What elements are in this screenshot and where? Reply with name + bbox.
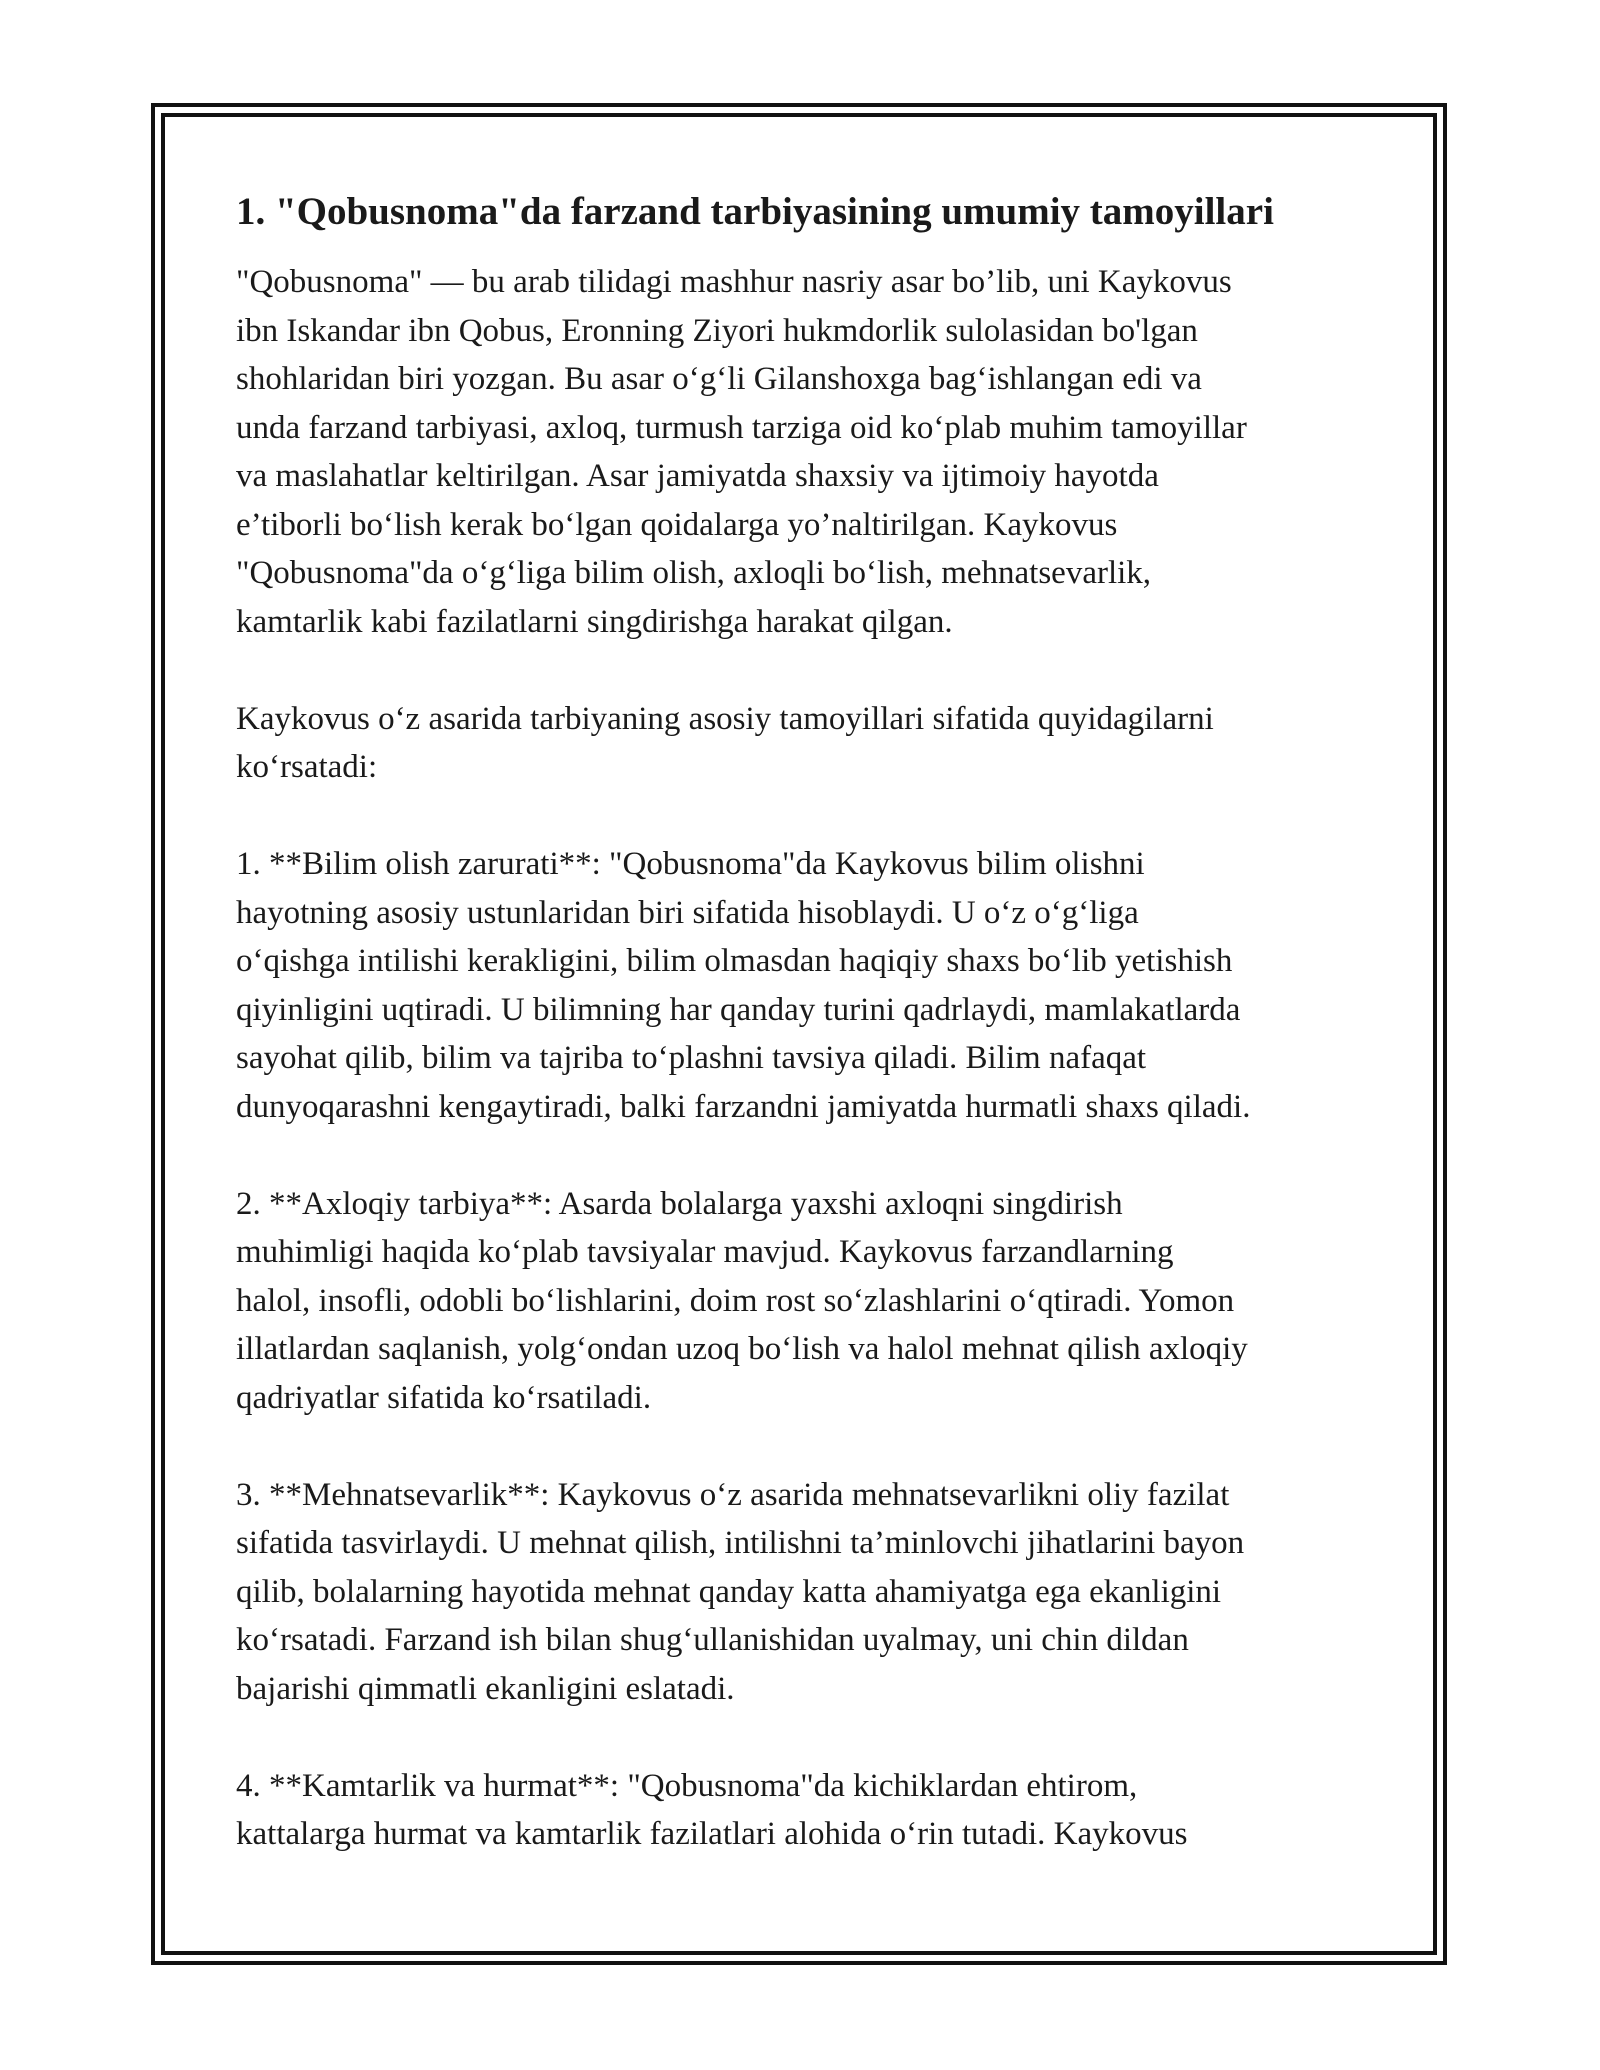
paragraph-diligence: 3. **Mehnatsevarlik**: Kaykovus o‘z asarida mehnatsevarlikni oliy fazilat sifatida tasvirlaydi. U mehnat qilish, intilishni ta’minlovchi jihatlarini bayon qilib, bolalarning hayotida mehnat qanday katta ahamiyatga ega ekanligini ko‘rsatadi. Farzand ish bilan shug‘ullanishidan uyalmay, uni chin dildan bajarishi qimmatli ekanligini eslatadi.	[236, 1476, 1245, 1707]
document-body	[236, 186, 1376, 1907]
paragraph-principles-intro: Kaykovus o‘z asarida tarbiyaning asosiy tamoyillari sifatida quyidagilarni ko‘rsatadi:	[236, 700, 1214, 785]
paragraph-intro: "Qobusnoma" — bu arab tilidagi mashhur nasriy asar bo’lib, uni Kaykovus ibn Iskandar ibn Qobus, Eronning Ziyori hukmdorlik sulolasidan bo'lgan shohlaridan biri yozgan. Bu asar o‘g‘li Gilanshoxga bag‘ishlangan edi va unda farzand tarbiyasi, axloq, turmush tarziga oid ko‘plab muhim tamoyillar va maslahatlar keltirilgan. Asar jamiyatda shaxsiy va ijtimoiy hayotda e’tiborli bo‘lish kerak bo‘lgan qoidalarga yo’naltirilgan. Kaykovus "Qobusnoma"da o‘g‘liga bilim olish, axloqli bo‘lish, mehnatsevarlik, kamtarlik kabi fazilatlarni singdirishga harakat qilgan.	[236, 264, 1247, 640]
paragraph-modesty: 4. **Kamtarlik va hurmat**: "Qobusnoma"da kichiklardan ehtirom, kattalarga hurmat va kamtarlik fazilatlari alohida o‘rin tutadi. Kaykovus	[236, 1767, 1188, 1852]
section-heading: 1. "Qobusnoma"da farzand tarbiyasining umumiy tamoyillari	[236, 190, 1274, 233]
paragraph-knowledge: 1. **Bilim olish zarurati**: "Qobusnoma"da Kaykovus bilim olishni hayotning asosiy ustunlaridan biri sifatida hisoblaydi. U o‘z o‘g‘liga o‘qishga intilishi kerakligini, bilim olmasdan haqiqiy shaxs bo‘lib yetishish qiyinligini uqtiradi. U bilimning har qanday turini qadrlaydi, mamlakatlarda sayohat qilib, bilim va tajriba to‘plashni tavsiya qiladi. Bilim nafaqat dunyoqarashni kengaytiradi, balki farzandni jamiyatda hurmatli shaxs qiladi.	[236, 846, 1251, 1125]
paragraph-morality: 2. **Axloqiy tarbiya**: Asarda bolalarga yaxshi axloqni singdirish muhimligi haqida ko‘plab tavsiyalar mavjud. Kaykovus farzandlarning halol, insofli, odobli bo‘lishlarini, doim rost so‘zlashlarini o‘qtiradi. Yomon illatlardan saqlanish, yolg‘ondan uzoq bo‘lish va halol mehnat qilish axloqiy qadriyatlar sifatida ko‘rsatiladi.	[236, 1185, 1248, 1416]
